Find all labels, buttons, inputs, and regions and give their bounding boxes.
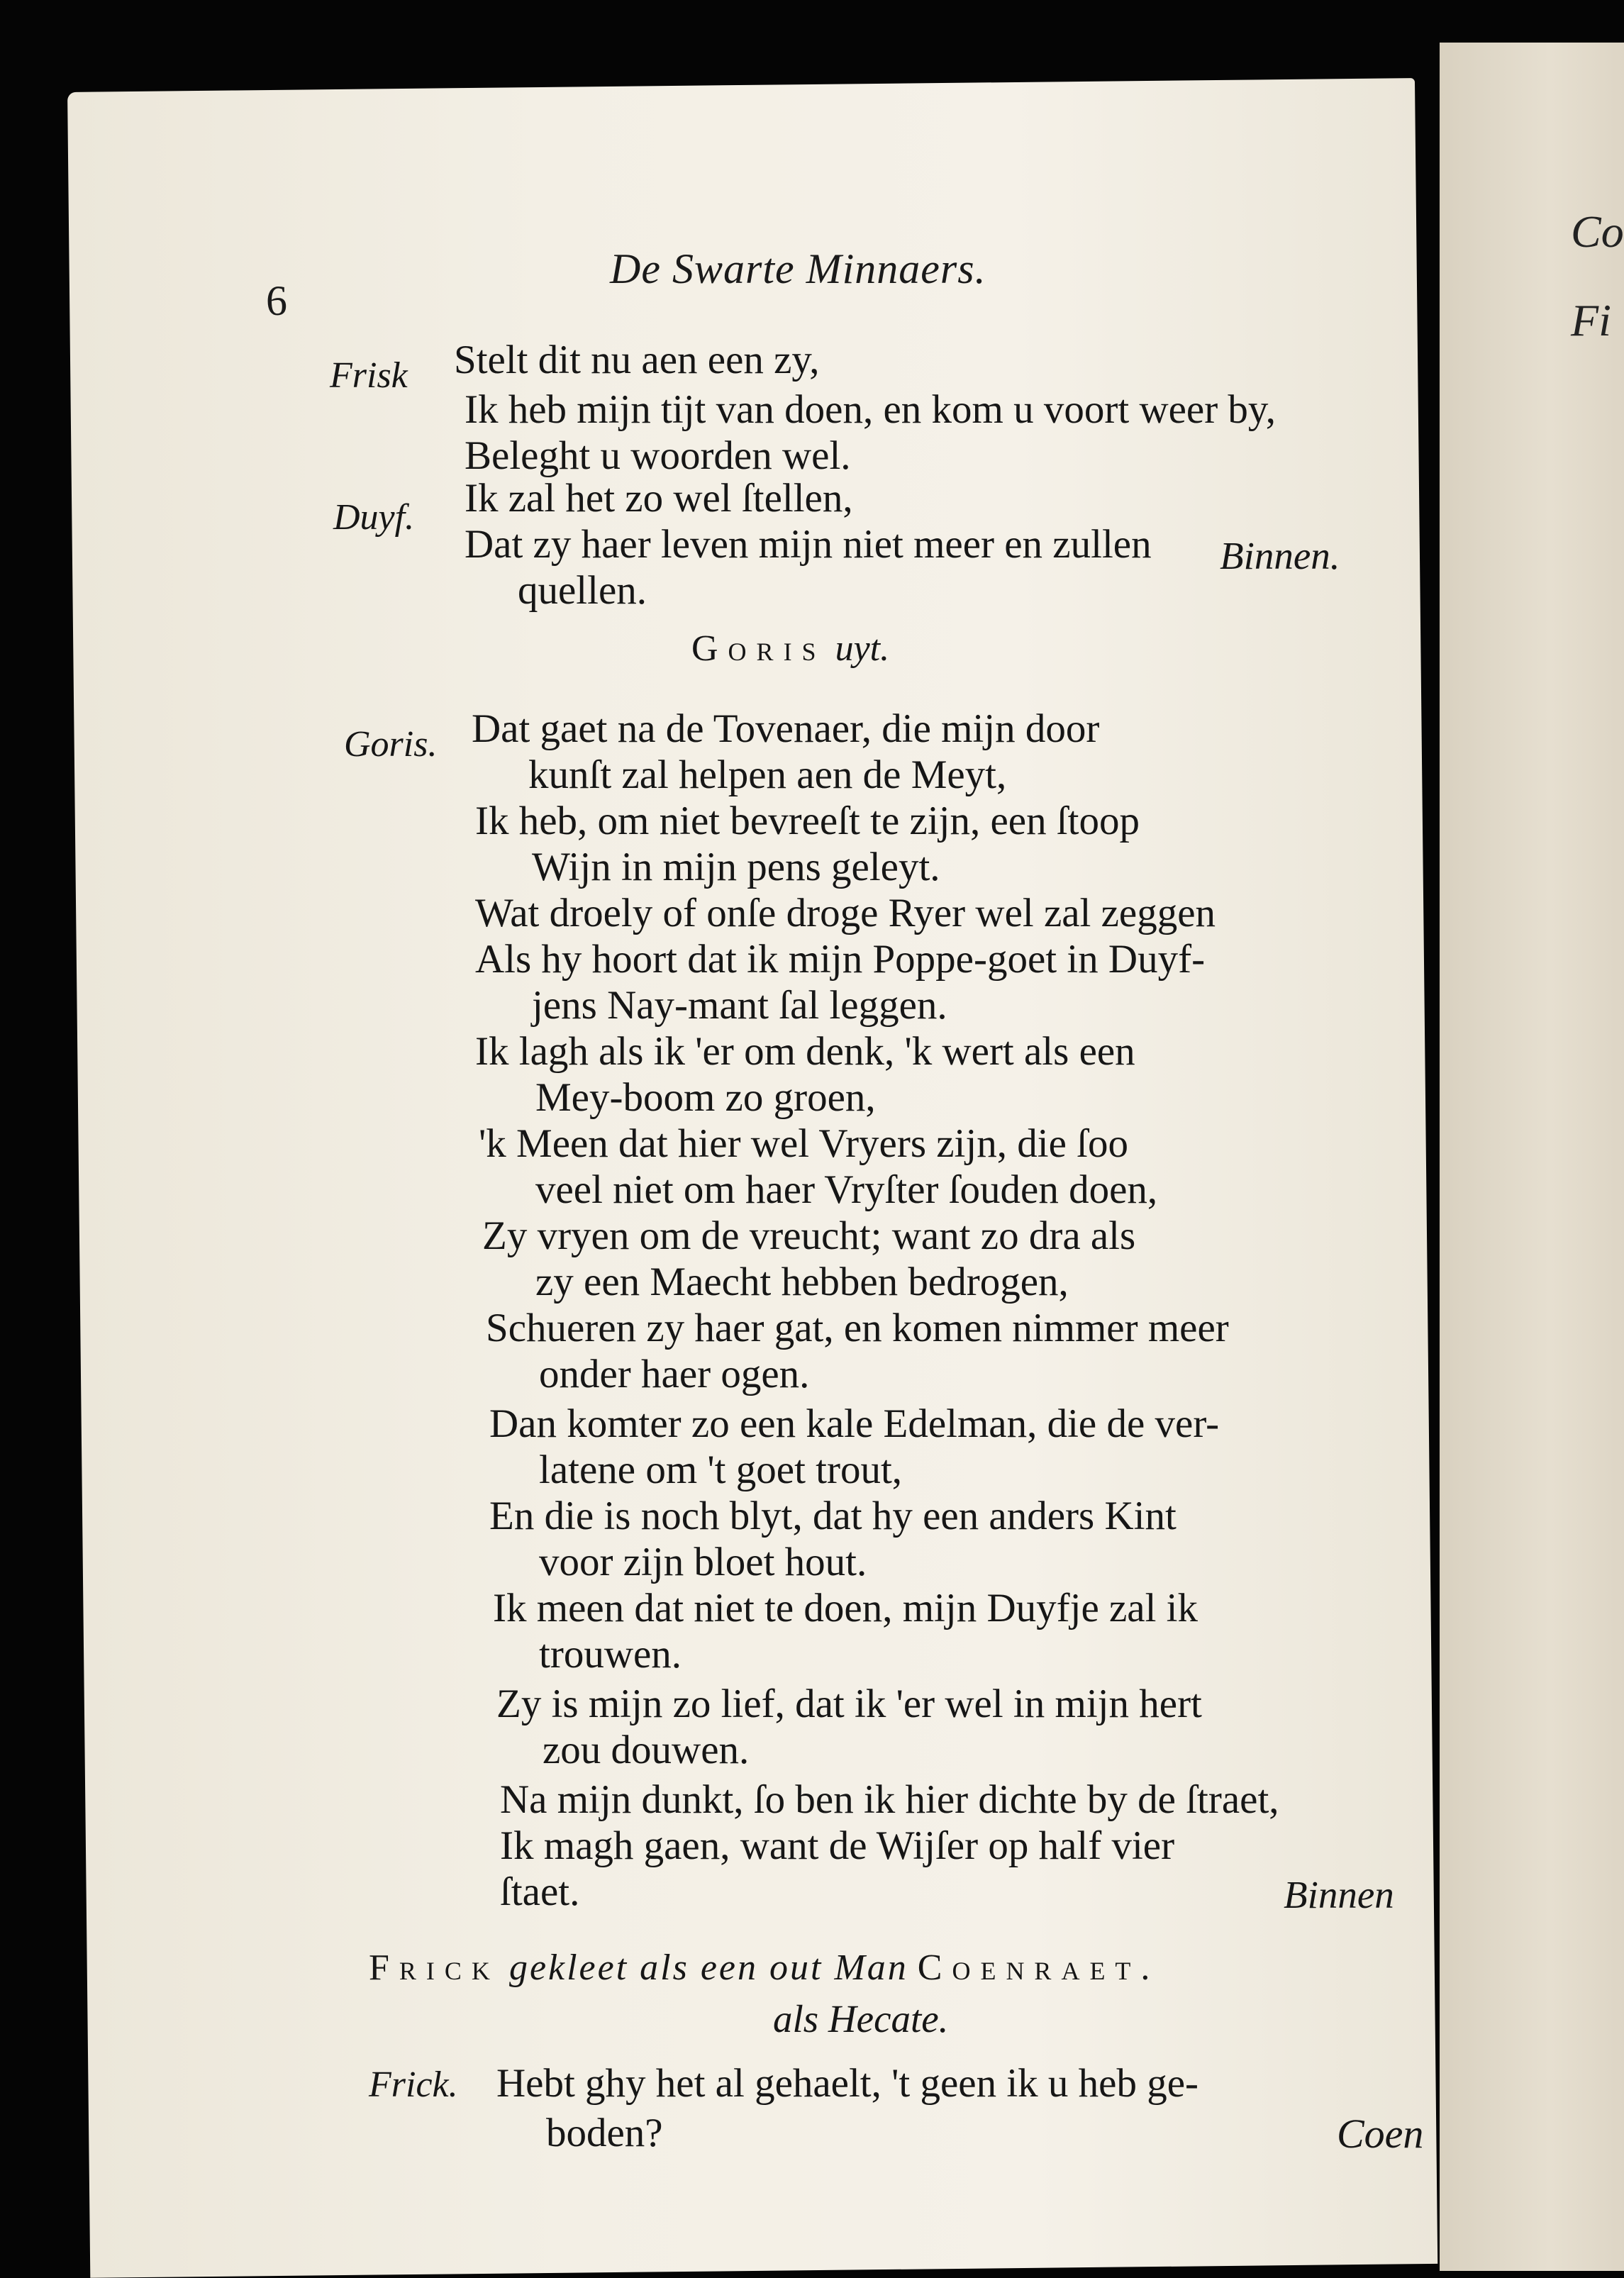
catchword: Coen [1337,2111,1424,2157]
verse-line: latene om 't goet trout, [539,1448,903,1492]
facing-page-fragment-top: Co [1571,206,1624,257]
verse-line: Schueren zy haer gat, en komen nimmer meer [486,1306,1229,1350]
verse-line: kunſt zal helpen aen de Meyt, [528,752,1007,797]
facing-page-edge [1440,43,1624,2271]
verse-line: Mey-boom zo groen, [535,1075,876,1120]
scene-heading-frick [369,1947,1159,1989]
heading-goris-name: Goris [691,628,826,669]
heading-frick-name: Frick [369,1948,500,1988]
heading-frick-desc: gekleet als een out Man [508,1948,908,1988]
verse-line: Ik zal het zo wel ſtellen, [465,476,853,521]
speaker-frisk: Frisk [330,355,408,396]
verse-line: Hebt ghy het al gehaelt, 't geen ik u heb ge- [496,2061,1199,2106]
verse-line: Stelt dit nu aen een zy, [454,338,820,382]
verse-line: Als hy hoort dat ik mijn Poppe-goet in Duyf- [475,937,1206,982]
verse-line: Ik lagh als ik 'er om denk, 'k wert als een [475,1029,1135,1074]
speaker-goris: Goris. [344,724,438,765]
verse-line: Beleght u woorden wel. [465,433,851,478]
verse-line: Wat droely of onſe droge Ryer wel zal zeggen [475,891,1216,935]
verse-line: veel niet om haer Vryſter ſouden doen, [535,1167,1158,1212]
verse-line: zy een Maecht hebben bedrogen, [535,1260,1069,1304]
verse-line: Zy vryen om de vreucht; want zo dra als [482,1213,1136,1258]
verse-line: Ik meen dat niet te doen, mijn Duyfje zal ik [493,1586,1198,1630]
verse-line: jens Nay-mant ſal leggen. [532,983,947,1028]
verse-line: onder haer ogen. [539,1352,810,1396]
verse-line: Dan komter zo een kale Edelman, die de ver- [489,1401,1220,1446]
heading-goris-uyt: uyt. [835,628,890,669]
verse-line: Ik heb mijn tijt van doen, en kom u voort weer by, [465,387,1276,432]
verse-line: ſtaet. [500,1869,580,1914]
verse-line: Na mijn dunkt, ſo ben ik hier dichte by de ſtraet, [500,1777,1279,1822]
verse-line: voor zijn bloet hout. [539,1540,867,1584]
verse-line: Ik magh gaen, want de Wijſer op half vier [500,1823,1175,1868]
heading-coenraet-name: Coenraet. [917,1948,1160,1988]
scene-heading-goris [691,628,889,669]
page-number: 6 [266,277,287,324]
verse-line: quellen. [518,568,647,613]
verse-line: Dat gaet na de Tovenaer, die mijn door [472,706,1100,751]
speaker-duyf: Duyf. [333,497,415,538]
verse-line: boden? [546,2111,663,2155]
stage-direction-hecate: als Hecate. [773,1997,949,2040]
stage-direction-binnen: Binnen. [1220,534,1340,577]
speaker-frick: Frick. [369,2065,458,2105]
verse-line: zou douwen. [543,1728,750,1772]
verse-line: Ik heb, om niet bevreeſt te zijn, een ſtoop [475,799,1140,843]
facing-page-fragment-second: Fi [1571,295,1611,345]
verse-line: trouwen. [539,1632,682,1677]
verse-line: Zy is mijn zo lief, dat ik 'er wel in mijn hert [496,1682,1202,1726]
verse-line: Dat zy haer leven mijn niet meer en zullen [465,522,1152,567]
verse-line: En die is noch blyt, dat hy een anders Kint [489,1494,1177,1538]
verse-line: Wijn in mijn pens geleyt. [532,845,940,889]
verse-line: 'k Meen dat hier wel Vryers zijn, die ſoo [479,1121,1128,1166]
running-title: De Swarte Minnaers. [610,245,986,292]
stage-direction-binnen: Binnen [1284,1873,1394,1916]
